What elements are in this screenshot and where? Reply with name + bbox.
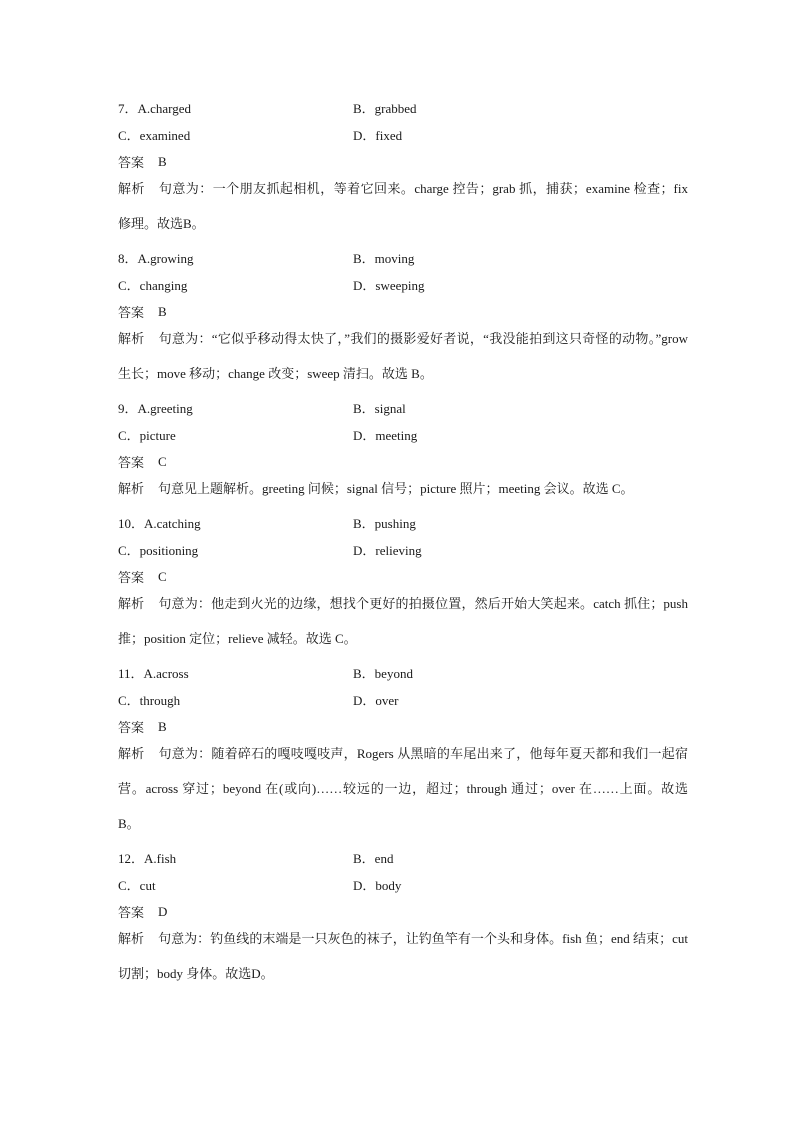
- option-d: D．over: [353, 693, 399, 708]
- option-c: C．picture: [118, 428, 176, 443]
- option-c: C．through: [118, 693, 181, 708]
- options-row-1: [118, 244, 688, 271]
- answer-label: 答案: [118, 720, 145, 735]
- answer-label: 答案: [118, 570, 145, 585]
- answer-label: 答案: [118, 305, 145, 320]
- option-d: D．sweeping: [353, 278, 425, 293]
- explanation: [118, 471, 688, 506]
- question-12: [118, 844, 688, 991]
- explanation-label: 解析: [118, 181, 145, 196]
- question-9: [118, 394, 688, 506]
- answer-value: D: [158, 903, 168, 919]
- option-c: C．examined: [118, 128, 191, 143]
- option-b: B．grabbed: [353, 101, 417, 116]
- options-row-2: [118, 271, 688, 298]
- question-11: [118, 659, 688, 841]
- option-a: 12．A.fish: [118, 851, 177, 866]
- explanation: [118, 921, 688, 991]
- explanation-text: 句意为：钓鱼线的末端是一只灰色的袜子，让钓鱼竿有一个头和身体。fish 鱼；end 结束；cut 切割；body 身体。故选D。: [118, 931, 688, 981]
- explanation-label: 解析: [118, 931, 145, 946]
- option-b: B．moving: [353, 251, 415, 266]
- answer-label: 答案: [118, 455, 145, 470]
- explanation-text: 句意见上题解析。greeting 问候；signal 信号；picture 照片；meeting 会议。故选 C。: [158, 481, 634, 496]
- explanation-label: 解析: [118, 746, 145, 761]
- option-d: D．relieving: [353, 543, 422, 558]
- explanation: [118, 736, 688, 841]
- options-row-1: [118, 509, 688, 536]
- explanation: [118, 586, 688, 656]
- options-row-2: [118, 686, 688, 713]
- explanation: [118, 321, 688, 391]
- answer-value: B: [158, 303, 167, 319]
- options-row-1: [118, 659, 688, 686]
- option-d: D．body: [353, 878, 402, 893]
- options-row-1: [118, 394, 688, 421]
- explanation-label: 解析: [118, 331, 145, 346]
- option-c: C．changing: [118, 278, 188, 293]
- options-row-2: [118, 871, 688, 898]
- option-b: B．signal: [353, 401, 406, 416]
- options-row-2: [118, 536, 688, 563]
- options-row-2: [118, 421, 688, 448]
- option-a: 7．A.charged: [118, 101, 192, 116]
- option-c: C．cut: [118, 878, 156, 893]
- explanation-text: 句意为：他走到火光的边缘，想找个更好的拍摄位置，然后开始大笑起来。catch 抓住；push 推；position 定位；relieve 减轻。故选 C。: [118, 596, 688, 646]
- options-row-1: [118, 844, 688, 871]
- document-page: [118, 94, 688, 994]
- explanation-text: 句意为：“它似乎移动得太快了，”我们的摄影爱好者说，“我没能拍到这只奇怪的动物。”grow 生长；move 移动；change 改变；sweep 清扫。故选 B。: [118, 331, 688, 381]
- option-a: 11．A.across: [118, 666, 189, 681]
- options-row-1: [118, 94, 688, 121]
- option-a: 9．A.greeting: [118, 401, 193, 416]
- options-row-2: [118, 121, 688, 148]
- explanation: [118, 171, 688, 241]
- option-b: B．pushing: [353, 516, 416, 531]
- answer-label: 答案: [118, 155, 145, 170]
- answer-value: C: [158, 453, 167, 469]
- question-7: [118, 94, 688, 241]
- option-a: 10．A.catching: [118, 516, 201, 531]
- option-d: D．meeting: [353, 428, 418, 443]
- explanation-text: 句意为：随着碎石的嘎吱嘎吱声，Rogers 从黑暗的车尾出来了，他每年夏天都和我们一起宿营。across 穿过；beyond 在(或向)……较远的一边，超过；through 通过；over 在……上面。故选 B。: [118, 746, 688, 831]
- answer-value: B: [158, 153, 167, 169]
- explanation-text: 句意为：一个朋友抓起相机，等着它回来。charge 控告；grab 抓，捕获；examine 检查；fix 修理。故选B。: [118, 181, 688, 231]
- answer-value: B: [158, 718, 167, 734]
- option-b: B．end: [353, 851, 394, 866]
- answer-value: C: [158, 568, 167, 584]
- explanation-label: 解析: [118, 481, 145, 496]
- option-d: D．fixed: [353, 128, 403, 143]
- question-8: [118, 244, 688, 391]
- option-c: C．positioning: [118, 543, 199, 558]
- answer-label: 答案: [118, 905, 145, 920]
- explanation-label: 解析: [118, 596, 145, 611]
- question-10: [118, 509, 688, 656]
- option-b: B．beyond: [353, 666, 413, 681]
- option-a: 8．A.growing: [118, 251, 194, 266]
